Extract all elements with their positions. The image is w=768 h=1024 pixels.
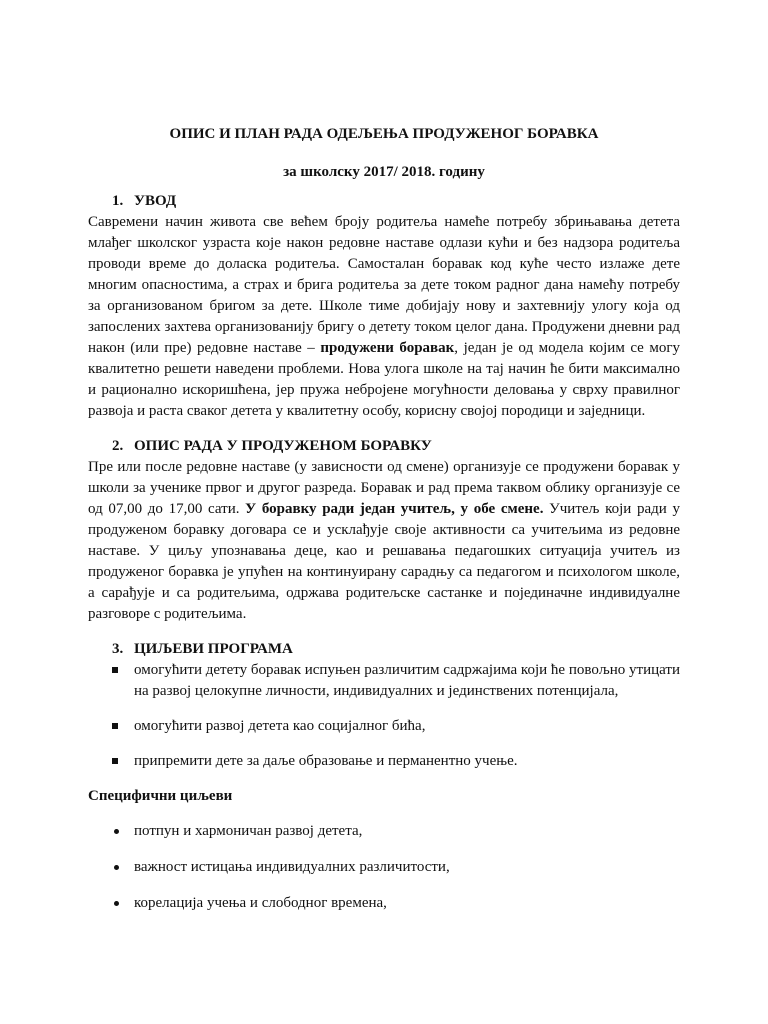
- specific-goals-heading: Специфични циљеви: [88, 788, 233, 804]
- section-number: 2.: [112, 438, 124, 454]
- square-bullet-icon: [112, 758, 118, 764]
- list-item-text: потпун и хармоничан развој детета,: [134, 823, 363, 839]
- specific-goals-list: [88, 821, 680, 914]
- list-item: [88, 821, 680, 842]
- list-item: [88, 660, 680, 702]
- document-page: [88, 124, 680, 929]
- intro-paragraph: [88, 212, 680, 422]
- section-title: ЦИЉЕВИ ПРОГРАМА: [134, 641, 293, 657]
- document-subtitle: за школску 2017/ 2018. годину: [283, 164, 485, 180]
- section-heading-intro: [88, 191, 680, 212]
- list-item-text: омогућити детету боравак испуњен различитим садржајима који ће повољно утицати на развој целокупне личности, индивидуалних и јединствених потенцијала,: [134, 662, 680, 699]
- list-item: [88, 716, 680, 737]
- section-number: 1.: [112, 193, 124, 209]
- paragraph-bold-text: продужени боравак: [320, 340, 455, 356]
- round-bullet-icon: [114, 829, 119, 834]
- list-item: [88, 857, 680, 878]
- paragraph-bold-text: У боравку ради један учитељ, у обе смене.: [245, 501, 544, 517]
- round-bullet-icon: [114, 865, 119, 870]
- program-goals-list: [88, 660, 680, 772]
- paragraph-text: Пре или после редовне наставе (у зависности од смене) организује се продужени боравак у школи за ученике првог и другог разреда. Боравак и рад према таквом облику организује се од 07,00 до 17,00 сати.: [88, 459, 680, 517]
- square-bullet-icon: [112, 667, 118, 673]
- list-item-text: припремити дете за даље образовање и перманентно учење.: [134, 753, 518, 769]
- paragraph-text: , један је од модела којим се могу квалитетно решети наведени проблеми. Нова улога школе на тај начин ће бити максимално и рационално искоришћена, јер пружа небројене могућности деловања у сврху правилног развоја и раста сваког детета у квалитетну особу, корисну својој породици и заједници.: [88, 340, 680, 419]
- list-item-text: важност истицања индивидуалних различитости,: [134, 859, 450, 875]
- section-title: ОПИС РАДА У ПРОДУЖЕНОМ БОРАВКУ: [134, 438, 432, 454]
- list-item-text: корелација учења и слободног времена,: [134, 895, 387, 911]
- section-title: УВОД: [134, 193, 177, 209]
- section-heading-description: [88, 436, 680, 457]
- description-paragraph: [88, 457, 680, 625]
- paragraph-text: Савремени начин живота све већем броју родитеља намеће потребу збрињавања детета млађег школског узраста које након редовне наставе одлази кући и без надзора родитеља проводи време до доласка родитеља. Самосталан боравак код куће често излаже дете многим опасностима, а страх и брига родитеља за дете током радног дана намећу потребу за организованом бригом за дете. Школе тиме добијају нову и захтевнију улогу која од запослених захтева организованију бригу о детету током целог дана. Продужени дневни рад након (или пре) редовне наставе –: [88, 214, 680, 356]
- section-heading-goals: [88, 639, 680, 660]
- list-item: [88, 751, 680, 772]
- document-title: ОПИС И ПЛАН РАДА ОДЕЉЕЊА ПРОДУЖЕНОГ БОРАВКА: [169, 126, 599, 142]
- section-number: 3.: [112, 641, 124, 657]
- list-item-text: омогућити развој детета као социјалног бића,: [134, 718, 426, 734]
- round-bullet-icon: [114, 901, 119, 906]
- list-item: [88, 893, 680, 914]
- paragraph-text: Учитељ који ради у продуженом боравку договара се и усклађује своје активности са учитељима из редовне наставе. У циљу упознавања деце, као и решавања педагошких ситуација учитељ из продуженог боравка је упућен на континуирану сарадњу са педагогом и психологом школе, а сарађује и са родитељима, одржава родитељске састанке и појединачне индивидуалне разговоре с родитељима.: [88, 501, 680, 622]
- square-bullet-icon: [112, 723, 118, 729]
